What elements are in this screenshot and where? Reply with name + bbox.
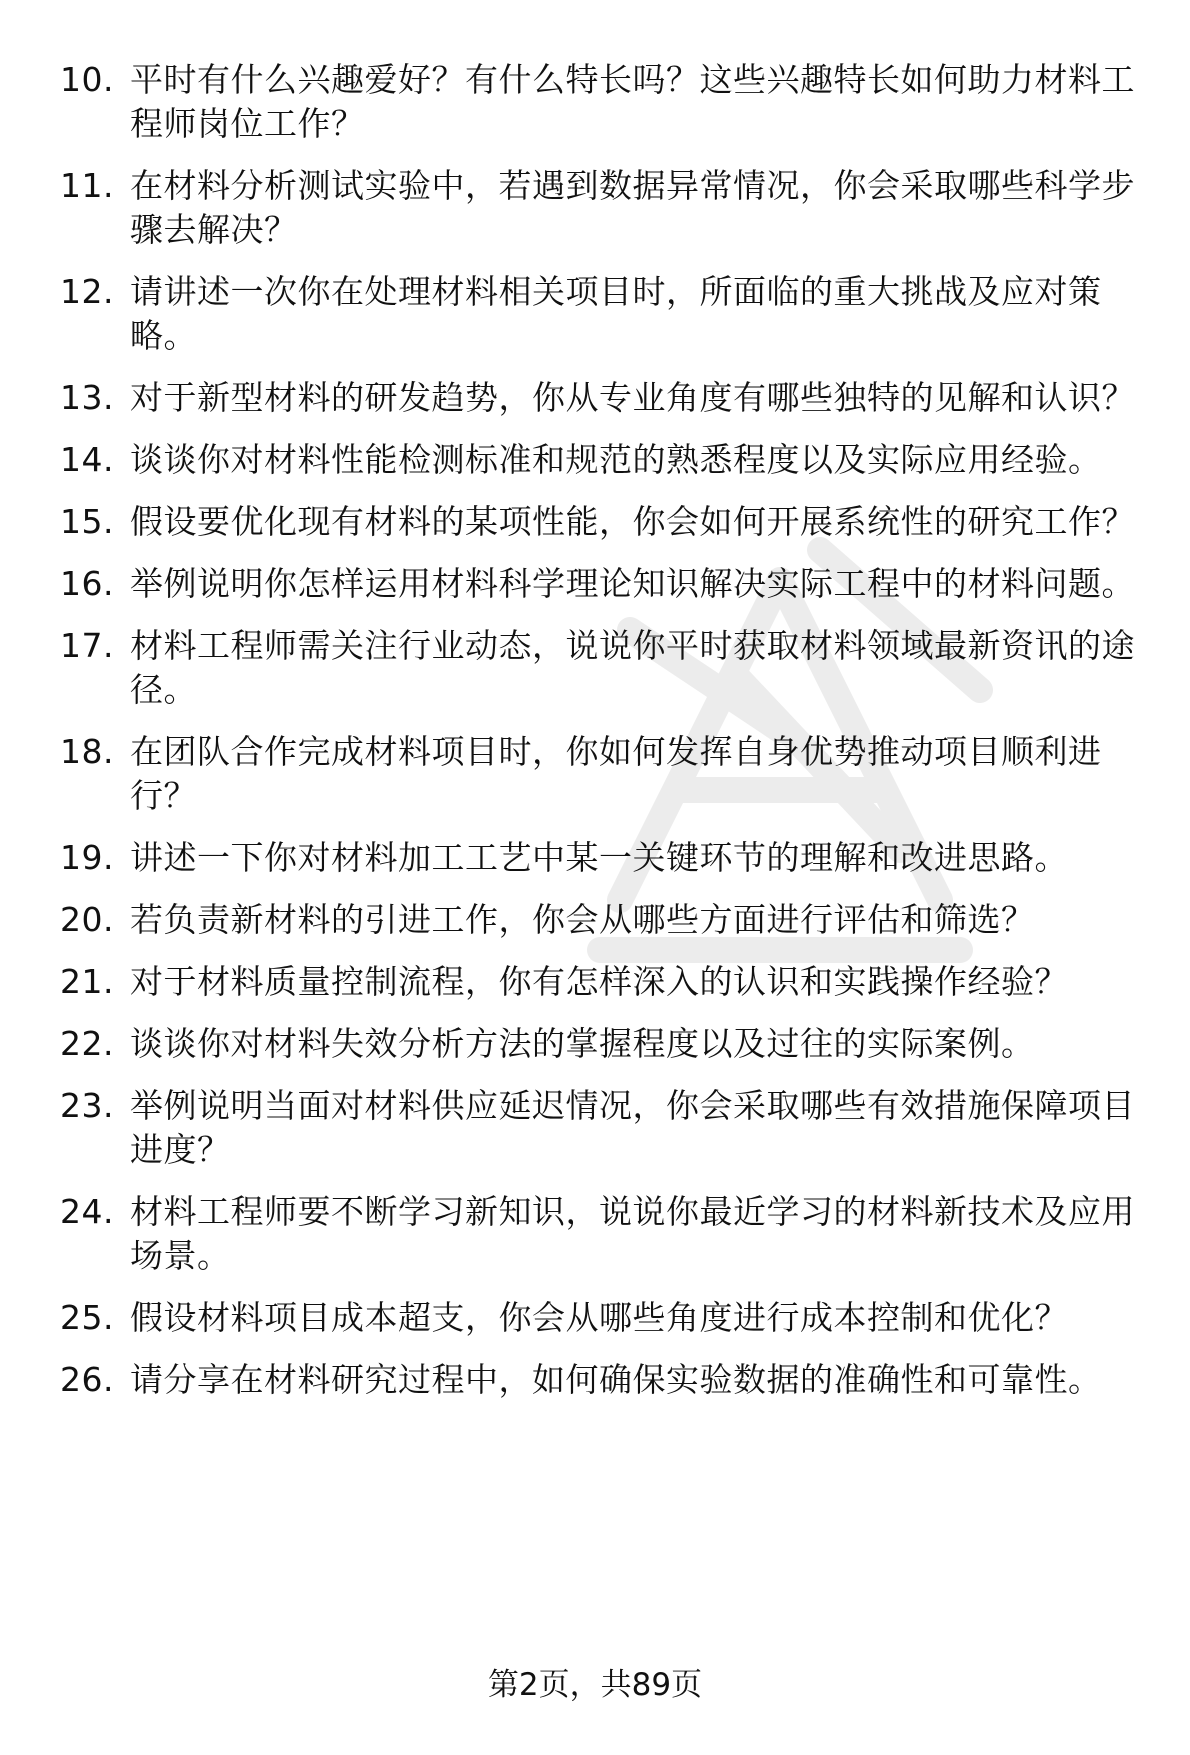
question-list [60, 58, 1150, 1420]
question-item [60, 270, 1150, 358]
question-text: 谈谈你对材料性能检测标准和规范的熟悉程度以及实际应用经验。 [130, 440, 1102, 479]
question-text: 请讲述一次你在处理材料相关项目时，所面临的重大挑战及应对策略。 [130, 272, 1102, 355]
question-number: 16. [60, 564, 114, 603]
question-item [60, 730, 1150, 818]
question-number: 11. [60, 166, 114, 205]
question-item [60, 1190, 1150, 1278]
question-item [60, 898, 1150, 942]
question-number: 17. [60, 626, 114, 665]
question-item [60, 438, 1150, 482]
page-number-footer: 第2页，共89页 [487, 1667, 703, 1703]
question-text: 讲述一下你对材料加工工艺中某一关键环节的理解和改进思路。 [130, 838, 1068, 877]
question-number: 23. [60, 1086, 114, 1125]
question-number: 21. [60, 962, 114, 1001]
question-text: 请分享在材料研究过程中，如何确保实验数据的准确性和可靠性。 [130, 1360, 1102, 1399]
question-item [60, 624, 1150, 712]
question-number: 25. [60, 1298, 114, 1337]
question-number: 10. [60, 60, 114, 99]
question-item [60, 960, 1150, 1004]
question-item [60, 164, 1150, 252]
question-text: 若负责新材料的引进工作，你会从哪些方面进行评估和筛选？ [130, 900, 1035, 939]
question-text: 在材料分析测试实验中，若遇到数据异常情况，你会采取哪些科学步骤去解决？ [130, 166, 1135, 249]
question-number: 26. [60, 1360, 114, 1399]
question-text: 平时有什么兴趣爱好？有什么特长吗？这些兴趣特长如何助力材料工程师岗位工作？ [130, 60, 1135, 143]
question-text: 举例说明当面对材料供应延迟情况，你会采取哪些有效措施保障项目进度？ [130, 1086, 1135, 1169]
question-number: 18. [60, 732, 114, 771]
question-text: 假设要优化现有材料的某项性能，你会如何开展系统性的研究工作？ [130, 502, 1135, 541]
question-number: 15. [60, 502, 114, 541]
question-number: 20. [60, 900, 114, 939]
question-number: 14. [60, 440, 114, 479]
question-item [60, 500, 1150, 544]
question-item [60, 1022, 1150, 1066]
question-number: 24. [60, 1192, 114, 1231]
question-item [60, 562, 1150, 606]
question-text: 谈谈你对材料失效分析方法的掌握程度以及过往的实际案例。 [130, 1024, 1035, 1063]
question-text: 材料工程师需关注行业动态，说说你平时获取材料领域最新资讯的途径。 [130, 626, 1135, 709]
question-item [60, 1296, 1150, 1340]
question-item [60, 836, 1150, 880]
question-text: 材料工程师要不断学习新知识，说说你最近学习的材料新技术及应用场景。 [130, 1192, 1135, 1275]
question-item [60, 1358, 1150, 1402]
question-text: 举例说明你怎样运用材料科学理论知识解决实际工程中的材料问题。 [130, 564, 1135, 603]
question-number: 12. [60, 272, 114, 311]
question-text: 对于新型材料的研发趋势，你从专业角度有哪些独特的见解和认识？ [130, 378, 1135, 417]
question-text: 在团队合作完成材料项目时，你如何发挥自身优势推动项目顺利进行？ [130, 732, 1102, 815]
question-number: 19. [60, 838, 114, 877]
question-item [60, 1084, 1150, 1172]
question-text: 假设材料项目成本超支，你会从哪些角度进行成本控制和优化？ [130, 1298, 1068, 1337]
question-number: 22. [60, 1024, 114, 1063]
question-item [60, 58, 1150, 146]
question-text: 对于材料质量控制流程，你有怎样深入的认识和实践操作经验？ [130, 962, 1068, 1001]
question-item [60, 376, 1150, 420]
question-number: 13. [60, 378, 114, 417]
